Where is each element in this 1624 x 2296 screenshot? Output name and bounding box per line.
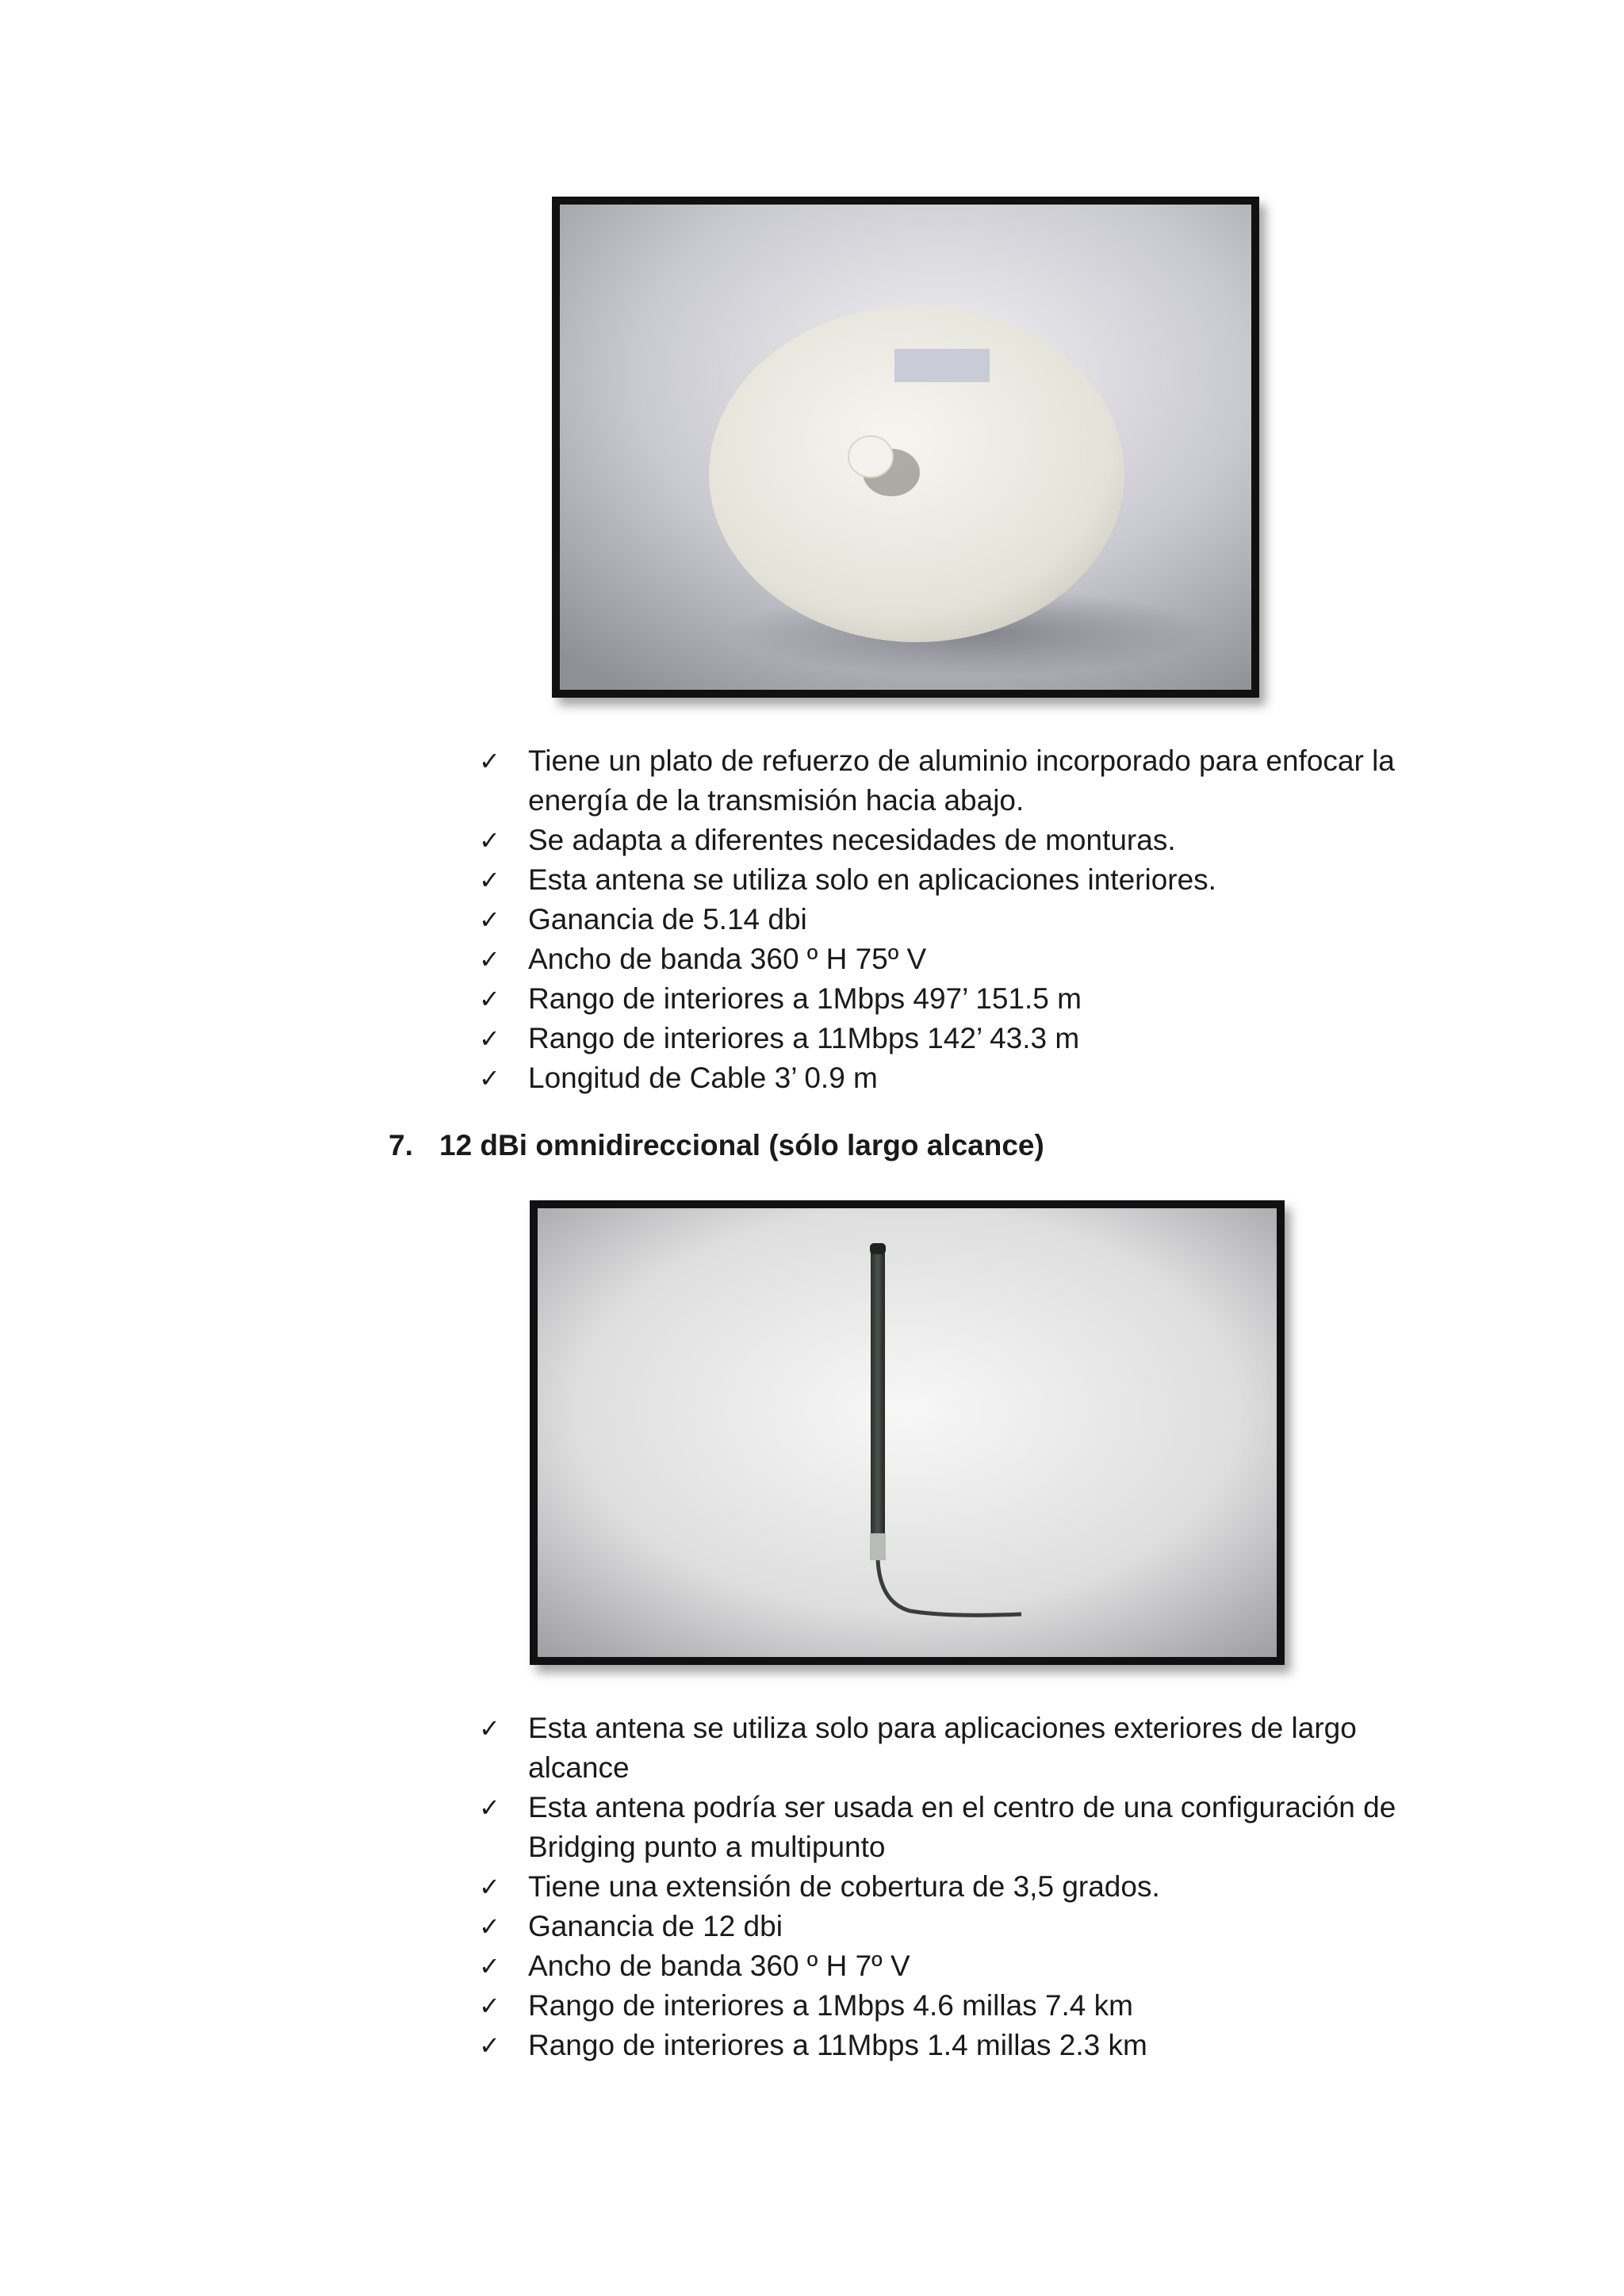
list-item: ✓ Rango de interiores a 11Mbps 1.4 millas 2.3 km — [479, 2026, 1415, 2065]
list-item: ✓ Rango de interiores a 11Mbps 142’ 43.3 m — [479, 1019, 1415, 1058]
section-heading — [389, 1126, 1044, 1165]
list-item: ✓ Se adapta a diferentes necesidades de monturas. — [479, 821, 1415, 860]
check-icon: ✓ — [479, 1793, 500, 1823]
check-icon: ✓ — [479, 1024, 500, 1054]
check-icon: ✓ — [479, 2030, 500, 2061]
antenna-rod — [871, 1246, 885, 1557]
antenna-dish-photo — [552, 197, 1259, 698]
check-icon: ✓ — [479, 1713, 500, 1743]
section-title: 12 dBi omnidireccional (sólo largo alcance) — [439, 1129, 1044, 1161]
check-icon: ✓ — [479, 1063, 500, 1093]
check-icon: ✓ — [479, 1991, 500, 2021]
list-item: ✓ Rango de interiores a 1Mbps 4.6 millas 7.4 km — [479, 1986, 1415, 2026]
check-icon: ✓ — [479, 944, 500, 974]
list-item: ✓ Esta antena podría ser usada en el centro de una configuración de Bridging punto a multipunto — [479, 1788, 1415, 1867]
list-item: ✓ Tiene un plato de refuerzo de aluminio incorporado para enfocar la energía de la transmisión hacia abajo. — [479, 741, 1415, 821]
check-icon: ✓ — [479, 1872, 500, 1902]
list-item: ✓ Ganancia de 5.14 dbi — [479, 900, 1415, 939]
list-item: ✓ Tiene una extensión de cobertura de 3,5 grados. — [479, 1867, 1415, 1907]
list-item: ✓ Ancho de banda 360 º H 7º V — [479, 1946, 1415, 1986]
antenna-omni-image — [538, 1208, 1277, 1657]
feature-list-omni — [479, 1709, 1415, 2065]
check-icon: ✓ — [479, 865, 500, 895]
antenna-omni-photo — [530, 1200, 1285, 1665]
feature-list-dish — [479, 741, 1415, 1098]
dish-label — [894, 349, 990, 382]
antenna-ferrule — [870, 1533, 886, 1560]
list-item: ✓ Esta antena se utiliza solo en aplicaciones interiores. — [479, 860, 1415, 900]
check-icon: ✓ — [479, 746, 500, 776]
section-number: 7. — [389, 1129, 413, 1161]
list-item: ✓ Esta antena se utiliza solo para aplicaciones exteriores de largo alcance — [479, 1709, 1415, 1788]
check-icon: ✓ — [479, 825, 500, 855]
list-item: ✓ Longitud de Cable 3’ 0.9 m — [479, 1058, 1415, 1098]
dish-connector — [848, 436, 893, 477]
list-item: ✓ Ganancia de 12 dbi — [479, 1907, 1415, 1946]
check-icon: ✓ — [479, 1951, 500, 1981]
check-icon: ✓ — [479, 984, 500, 1014]
check-icon: ✓ — [479, 905, 500, 935]
list-item: ✓ Rango de interiores a 1Mbps 497’ 151.5 m — [479, 979, 1415, 1019]
check-icon: ✓ — [479, 1911, 500, 1942]
antenna-dish-image — [560, 205, 1251, 690]
list-item: ✓ Ancho de banda 360 º H 75º V — [479, 939, 1415, 979]
